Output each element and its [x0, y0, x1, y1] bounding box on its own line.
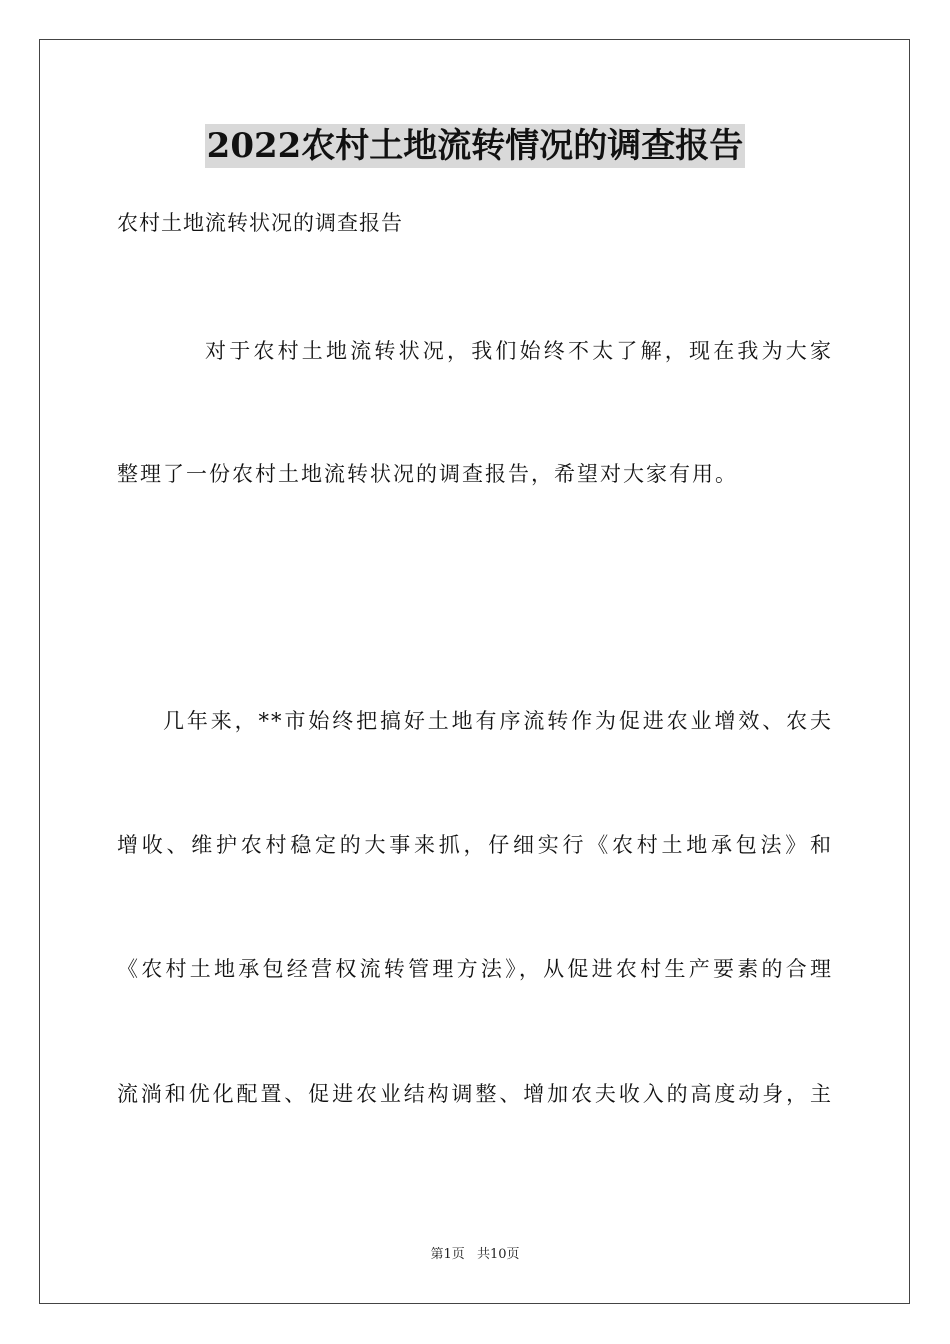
page-number-current: 第1页	[430, 1247, 465, 1262]
paragraph-line: 增收、维护农村稳定的大事来抓，仔细实行《农村土地承包法》和	[117, 833, 833, 857]
document-title: 2022农村土地流转情况的调查报告	[206, 126, 744, 166]
paragraph-line: 对于农村土地流转状况，我们始终不太了解，现在我为大家	[205, 339, 833, 363]
page-footer	[0, 1246, 950, 1264]
title-container	[0, 124, 950, 168]
document-subtitle: 农村土地流转状况的调查报告	[117, 211, 403, 235]
paragraph-line: 流淌和优化配置、促进农业结构调整、增加农夫收入的高度动身，主	[117, 1082, 833, 1106]
page-number-total: 共10页	[476, 1247, 520, 1262]
paragraph-line: 整理了一份农村土地流转状况的调查报告，希望对大家有用。	[117, 462, 738, 486]
paragraph-line: 《农村土地承包经营权流转管理方法》，从促进农村生产要素的合理	[117, 957, 833, 981]
paragraph-line: 几年来，**市始终把搞好土地有序流转作为促进农业增效、农夫	[163, 709, 833, 733]
